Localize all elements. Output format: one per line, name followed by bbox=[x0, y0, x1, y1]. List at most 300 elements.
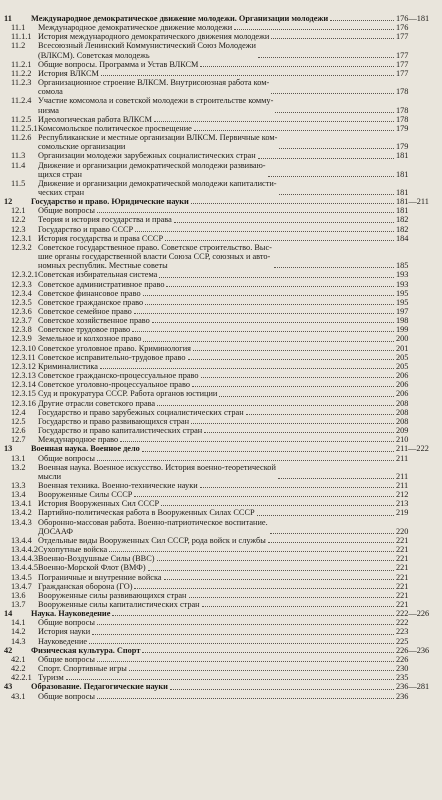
toc-entry-row bbox=[4, 417, 434, 426]
toc-entry-number: 12.3.2.1 bbox=[11, 270, 38, 280]
toc-entry-number: 13.6 bbox=[11, 590, 26, 600]
dot-leader bbox=[97, 212, 394, 213]
toc-entry-number: 13.1 bbox=[11, 453, 26, 463]
table-of-contents bbox=[4, 14, 434, 701]
toc-entry-title: История науки bbox=[38, 627, 91, 637]
toc-entry-title: Движение и организации демократической молодежи развиваю- щихся стран bbox=[38, 160, 266, 179]
toc-entry-row bbox=[4, 133, 434, 151]
toc-entry-page: 222 bbox=[396, 618, 409, 628]
toc-entry-title: Образование. Педагогические науки bbox=[31, 682, 168, 692]
dot-leader bbox=[202, 606, 394, 607]
toc-entry-number: 11.2 bbox=[11, 41, 26, 51]
toc-entry-title: Участие комсомола и советской молодежи в строительстве комму- низма bbox=[38, 96, 274, 115]
toc-entry-row bbox=[4, 307, 434, 316]
toc-entry-title: Советское финансовое право bbox=[38, 288, 141, 298]
toc-entry-row bbox=[4, 60, 434, 69]
toc-entry-title: Вооруженные силы развивающихся стран bbox=[38, 590, 187, 600]
toc-entry-row bbox=[4, 289, 434, 298]
toc-entry-number: 14.3 bbox=[11, 636, 26, 646]
toc-entry-page: 210 bbox=[396, 435, 409, 445]
toc-entry-number: 12.3.11 bbox=[11, 352, 36, 362]
toc-entry-page: 212 bbox=[396, 490, 409, 500]
toc-entry-title: Организационное строение ВЛКСМ. Внутрисоюзная работа ком- сомола bbox=[38, 78, 270, 97]
toc-entry-number: 11.2.5 bbox=[11, 114, 32, 124]
toc-entry-page: 205 bbox=[396, 352, 409, 362]
toc-entry-row bbox=[4, 637, 434, 646]
toc-entry-title: Военная наука. Военное искусство. История военно-теоретической мысли bbox=[38, 462, 276, 481]
toc-entry-title: Республиканские и местные организации ВЛКСМ. Первичные ком- сомольские организации bbox=[38, 133, 278, 152]
dot-leader bbox=[219, 396, 394, 397]
dot-leader bbox=[271, 38, 394, 39]
dot-leader bbox=[246, 414, 394, 415]
toc-entry-title: Советское гражданское право bbox=[38, 297, 144, 307]
toc-entry-row bbox=[4, 618, 434, 627]
toc-entry-title: Военно-Воздушные Силы (ВВС) bbox=[38, 554, 155, 564]
toc-entry-page: 182 bbox=[396, 224, 409, 234]
toc-entry-number: 42.2.1 bbox=[11, 673, 32, 683]
toc-entry-page: 185 bbox=[396, 261, 409, 271]
dot-leader bbox=[268, 542, 394, 543]
toc-entry-page: 181 bbox=[396, 169, 409, 179]
toc-entry-row bbox=[4, 325, 434, 334]
toc-entry-number: 42 bbox=[4, 645, 13, 655]
dot-leader bbox=[279, 148, 394, 149]
toc-entry-page: 177 bbox=[396, 50, 409, 60]
dot-leader bbox=[100, 368, 394, 369]
toc-entry-title: Военная техника. Военно-технические науки bbox=[38, 480, 198, 490]
toc-entry-number: 11.3 bbox=[11, 151, 26, 161]
dot-leader bbox=[278, 478, 394, 479]
toc-entry-page: 201 bbox=[396, 343, 409, 353]
toc-entry-number: 13.4.4.5 bbox=[11, 563, 38, 573]
toc-entry-number: 43 bbox=[4, 682, 13, 692]
dot-leader bbox=[204, 432, 394, 433]
toc-entry-number: 14 bbox=[4, 609, 13, 619]
toc-entry-page: 221 bbox=[396, 590, 409, 600]
toc-entry-row bbox=[4, 151, 434, 160]
toc-entry-number: 12.3.3 bbox=[11, 279, 32, 289]
toc-entry-page: 176—181 bbox=[396, 14, 430, 23]
toc-entry-page: 226—236 bbox=[396, 645, 430, 655]
toc-entry-row bbox=[4, 298, 434, 307]
toc-entry-row bbox=[4, 362, 434, 371]
toc-entry-page: 209 bbox=[396, 426, 409, 436]
toc-entry-page: 221 bbox=[396, 554, 409, 564]
dot-leader bbox=[189, 597, 395, 598]
toc-entry-page: 177 bbox=[396, 59, 409, 69]
toc-entry-row bbox=[4, 499, 434, 508]
toc-entry-title: Организации молодежи зарубежных социалистических стран bbox=[38, 151, 256, 161]
toc-entry-page: 219 bbox=[396, 508, 409, 518]
toc-entry-row bbox=[4, 490, 434, 499]
dot-leader bbox=[134, 588, 394, 589]
toc-entry-row bbox=[4, 234, 434, 243]
toc-entry-number: 13.3 bbox=[11, 480, 26, 490]
dot-leader bbox=[129, 670, 394, 671]
toc-entry-number: 42.1 bbox=[11, 654, 26, 664]
toc-entry-title: Общие вопросы bbox=[38, 206, 96, 216]
dot-leader bbox=[170, 689, 394, 690]
toc-entry-page: 197 bbox=[396, 307, 409, 316]
toc-entry-title: Советское государственное право. Советское строительство. Выс- шие органы государственной власти Союза ССР, союзных и авто- номных республик. Местные советы bbox=[38, 242, 272, 271]
toc-entry-page: 211 bbox=[396, 480, 409, 490]
toc-entry-row bbox=[4, 371, 434, 380]
toc-entry-title: Государство и право капиталистических стран bbox=[38, 426, 203, 436]
toc-section-row bbox=[4, 197, 434, 206]
toc-entry-page: 211—222 bbox=[396, 444, 429, 454]
toc-entry-page: 178 bbox=[396, 105, 409, 115]
toc-entry-row bbox=[4, 673, 434, 682]
toc-entry-number: 13.4.4.2 bbox=[11, 545, 38, 555]
dot-leader bbox=[165, 240, 394, 241]
toc-entry-page: 235 bbox=[396, 673, 409, 683]
toc-entry-page: 220 bbox=[396, 526, 409, 536]
toc-entry-row bbox=[4, 96, 434, 114]
toc-entry-number: 13.4.3 bbox=[11, 517, 32, 527]
dot-leader bbox=[174, 222, 394, 223]
toc-entry-page: 181—211 bbox=[396, 197, 429, 207]
toc-entry-title: Советское гражданско-процессуальное право bbox=[38, 371, 199, 381]
dot-leader bbox=[279, 194, 394, 195]
toc-entry-number: 12.3.12 bbox=[11, 361, 36, 371]
toc-entry-row bbox=[4, 344, 434, 353]
toc-entry-row bbox=[4, 380, 434, 389]
toc-entry-row bbox=[4, 627, 434, 636]
toc-entry-page: 181 bbox=[396, 187, 409, 197]
toc-entry-title: Советская избирательная система bbox=[38, 270, 158, 280]
dot-leader bbox=[97, 460, 394, 461]
dot-leader bbox=[132, 331, 394, 332]
toc-entry-number: 12.3.8 bbox=[11, 325, 32, 335]
toc-entry-number: 13.4.4 bbox=[11, 535, 32, 545]
dot-leader bbox=[257, 515, 394, 516]
toc-entry-row bbox=[4, 600, 434, 609]
toc-entry-row bbox=[4, 563, 434, 572]
dot-leader bbox=[154, 121, 394, 122]
toc-entry-title: Туризм bbox=[38, 673, 64, 683]
toc-entry-title: Международное демократическое движение молодежи. Организации молодежи bbox=[31, 14, 329, 23]
toc-entry-title: История Вооруженных Сил СССР bbox=[38, 499, 160, 509]
toc-entry-row bbox=[4, 316, 434, 325]
toc-entry-title: Государство и право СССР bbox=[38, 224, 134, 234]
dot-leader bbox=[142, 652, 394, 653]
dot-leader bbox=[145, 304, 394, 305]
dot-leader bbox=[234, 29, 394, 30]
dot-leader bbox=[192, 386, 394, 387]
toc-entry-row bbox=[4, 573, 434, 582]
dot-leader bbox=[258, 158, 394, 159]
toc-entry-number: 12.3.15 bbox=[11, 389, 36, 399]
toc-entry-page: 181 bbox=[396, 151, 409, 161]
toc-entry-number: 12 bbox=[4, 197, 13, 207]
toc-entry-number: 13.7 bbox=[11, 600, 26, 609]
toc-entry-title: Военная наука. Военное дело bbox=[31, 444, 140, 454]
dot-leader bbox=[274, 267, 394, 268]
dot-leader bbox=[97, 661, 394, 662]
toc-entry-number: 12.3.10 bbox=[11, 343, 36, 353]
toc-entry-title: Советское трудовое право bbox=[38, 325, 131, 335]
toc-entry-title: Международное право bbox=[38, 435, 119, 445]
toc-entry-number: 12.6 bbox=[11, 426, 26, 436]
toc-entry-number: 13.4.4.3 bbox=[11, 554, 38, 564]
toc-entry-page: 230 bbox=[396, 664, 409, 674]
toc-entry-title: Советское хозяйственное право bbox=[38, 316, 150, 326]
toc-entry-row bbox=[4, 554, 434, 563]
toc-entry-row bbox=[4, 115, 434, 124]
toc-entry-row bbox=[4, 206, 434, 215]
toc-entry-page: 211 bbox=[396, 453, 409, 463]
toc-entry-title: История международного демократического движения молодежи bbox=[38, 32, 270, 42]
toc-entry-page: 199 bbox=[396, 325, 409, 335]
toc-entry-page: 221 bbox=[396, 572, 409, 582]
toc-entry-row bbox=[4, 389, 434, 398]
toc-entry-title: Советское административное право bbox=[38, 279, 165, 289]
toc-entry-page: 184 bbox=[396, 233, 409, 243]
toc-entry-row bbox=[4, 518, 434, 536]
toc-entry-page: 221 bbox=[396, 535, 409, 545]
toc-entry-number: 12.3.5 bbox=[11, 297, 32, 307]
dot-leader bbox=[66, 679, 394, 680]
toc-entry-page: 182 bbox=[396, 215, 409, 225]
toc-entry-page: 206 bbox=[396, 380, 409, 390]
toc-entry-page: 176 bbox=[396, 23, 409, 33]
toc-entry-page: 177 bbox=[396, 32, 409, 42]
toc-entry-page: 205 bbox=[396, 361, 409, 371]
toc-entry-title: Комсомольское политическое просвещение bbox=[38, 123, 192, 133]
toc-entry-number: 42.2 bbox=[11, 664, 26, 674]
dot-leader bbox=[191, 423, 394, 424]
toc-entry-page: 178 bbox=[396, 114, 409, 124]
toc-entry-title: Партийно-политическая работа в Вооруженных Силах СССР bbox=[38, 508, 255, 518]
toc-entry-number: 13.4.2 bbox=[11, 508, 32, 518]
toc-entry-title: Отдельные виды Вооруженных Сил СССР, рода войск и службы bbox=[38, 535, 266, 545]
toc-entry-row bbox=[4, 536, 434, 545]
toc-entry-page: 195 bbox=[396, 288, 409, 298]
toc-entry-title: Суд и прокуратура СССР. Работа органов юстиции bbox=[38, 389, 218, 399]
toc-entry-number: 11.2.6 bbox=[11, 133, 32, 143]
toc-entry-page: 223 bbox=[396, 627, 409, 637]
toc-entry-row bbox=[4, 545, 434, 554]
toc-entry-title: Общие вопросы bbox=[38, 691, 96, 701]
toc-entry-number: 12.3.9 bbox=[11, 334, 32, 344]
toc-entry-page: 222—226 bbox=[396, 609, 430, 619]
toc-entry-title: Государство и право развивающихся стран bbox=[38, 416, 190, 426]
toc-entry-number: 12.4 bbox=[11, 407, 26, 417]
toc-entry-row bbox=[4, 161, 434, 179]
toc-entry-title: Физическая культура. Спорт bbox=[31, 645, 141, 655]
dot-leader bbox=[134, 496, 394, 497]
dot-leader bbox=[200, 66, 394, 67]
toc-entry-number: 11.5 bbox=[11, 178, 26, 188]
toc-entry-page: 177 bbox=[396, 68, 409, 78]
toc-entry-title: Общие вопросы bbox=[38, 654, 96, 664]
dot-leader bbox=[157, 405, 394, 406]
toc-entry-number: 12.3.14 bbox=[11, 380, 36, 390]
toc-entry-row bbox=[4, 481, 434, 490]
toc-entry-number: 11.2.2 bbox=[11, 68, 32, 78]
toc-entry-number: 12.5 bbox=[11, 416, 26, 426]
toc-entry-row bbox=[4, 124, 434, 133]
toc-entry-number: 13.4.7 bbox=[11, 581, 32, 591]
toc-entry-row bbox=[4, 591, 434, 600]
toc-entry-title: Международное демократическое движение молодежи bbox=[38, 23, 233, 33]
toc-entry-title: Сухопутные войска bbox=[38, 545, 108, 555]
toc-entry-row bbox=[4, 270, 434, 279]
dot-leader bbox=[194, 130, 394, 131]
toc-entry-page: 221 bbox=[396, 545, 409, 555]
toc-entry-title: Теория и история государства и права bbox=[38, 215, 172, 225]
dot-leader bbox=[134, 313, 394, 314]
dot-leader bbox=[143, 295, 394, 296]
toc-entry-number: 14.1 bbox=[11, 618, 26, 628]
toc-entry-row bbox=[4, 215, 434, 224]
toc-entry-row bbox=[4, 408, 434, 417]
toc-entry-title: История государства и права СССР bbox=[38, 233, 164, 243]
toc-entry-title: Государство и право. Юридические науки bbox=[31, 197, 189, 207]
toc-entry-row bbox=[4, 78, 434, 96]
toc-entry-page: 208 bbox=[396, 416, 409, 426]
toc-entry-number: 13 bbox=[4, 444, 13, 454]
toc-entry-title: Вооруженные силы капиталистических стран bbox=[38, 600, 200, 609]
toc-entry-page: 221 bbox=[396, 581, 409, 591]
toc-entry-title: Пограничные и внутренние войска bbox=[38, 572, 162, 582]
toc-entry-page: 206 bbox=[396, 371, 409, 381]
toc-entry-row bbox=[4, 41, 434, 59]
toc-entry-title: Советское уголовно-процессуальное право bbox=[38, 380, 190, 390]
toc-entry-number: 12.3.7 bbox=[11, 316, 32, 326]
dot-leader bbox=[143, 341, 394, 342]
toc-entry-number: 11.2.5.1 bbox=[11, 123, 38, 133]
dot-leader bbox=[142, 451, 394, 452]
toc-entry-title: Советское исправительно-трудовое право bbox=[38, 352, 186, 362]
toc-entry-number: 11.1 bbox=[11, 23, 26, 33]
dot-leader bbox=[120, 441, 394, 442]
toc-entry-number: 11.2.4 bbox=[11, 96, 32, 106]
dot-leader bbox=[92, 634, 394, 635]
toc-entry-page: 179 bbox=[396, 142, 409, 152]
toc-entry-number: 13.4.5 bbox=[11, 572, 32, 582]
toc-entry-title: Идеологическая работа ВЛКСМ bbox=[38, 114, 152, 124]
toc-entry-title: Вооруженные Силы СССР bbox=[38, 490, 133, 500]
dot-leader bbox=[200, 487, 394, 488]
toc-entry-title: Спорт. Спортивные игры bbox=[38, 664, 127, 674]
toc-entry-number: 12.1 bbox=[11, 206, 26, 216]
toc-entry-row bbox=[4, 664, 434, 673]
dot-leader bbox=[193, 350, 394, 351]
toc-entry-title: Государство и право зарубежных социалистических стран bbox=[38, 407, 244, 417]
dot-leader bbox=[112, 615, 394, 616]
dot-leader bbox=[161, 505, 394, 506]
toc-section-row bbox=[4, 646, 434, 655]
dot-leader bbox=[271, 93, 394, 94]
toc-entry-row bbox=[4, 435, 434, 444]
toc-entry-page: 221 bbox=[396, 600, 409, 609]
toc-entry-page: 198 bbox=[396, 316, 409, 326]
toc-entry-row bbox=[4, 454, 434, 463]
toc-entry-number: 11.2.1 bbox=[11, 59, 32, 69]
toc-entry-page: 236—281 bbox=[396, 682, 430, 692]
toc-entry-page: 179 bbox=[396, 123, 409, 133]
dot-leader bbox=[152, 322, 394, 323]
dot-leader bbox=[101, 75, 394, 76]
toc-entry-title: Общие вопросы bbox=[38, 618, 96, 628]
dot-leader bbox=[330, 20, 394, 21]
toc-entry-page: 178 bbox=[396, 87, 409, 97]
dot-leader bbox=[97, 624, 394, 625]
toc-entry-title: Общие вопросы bbox=[38, 453, 96, 463]
toc-entry-title: Всесоюзный Ленинский Коммунистический Союз Молодежи (ВЛКСМ). Советская молодежь bbox=[38, 41, 256, 60]
dot-leader bbox=[109, 551, 394, 552]
toc-entry-page: 193 bbox=[396, 279, 409, 289]
toc-entry-number: 13.2 bbox=[11, 462, 26, 472]
toc-entry-title: Земельное и колхозное право bbox=[38, 334, 142, 344]
toc-entry-row bbox=[4, 692, 434, 701]
toc-entry-number: 11 bbox=[4, 14, 12, 23]
toc-section-row bbox=[4, 682, 434, 691]
toc-entry-title: Криминалистика bbox=[38, 361, 98, 371]
toc-entry-row bbox=[4, 179, 434, 197]
toc-entry-row bbox=[4, 243, 434, 270]
toc-entry-row bbox=[4, 353, 434, 362]
toc-entry-page: 200 bbox=[396, 334, 409, 344]
toc-entry-title: Науковедение bbox=[38, 636, 88, 646]
toc-entry-row bbox=[4, 399, 434, 408]
dot-leader bbox=[275, 112, 394, 113]
toc-entry-row bbox=[4, 582, 434, 591]
dot-leader bbox=[135, 231, 394, 232]
toc-entry-page: 208 bbox=[396, 398, 409, 408]
dot-leader bbox=[148, 570, 394, 571]
toc-entry-number: 13.4 bbox=[11, 490, 26, 500]
toc-entry-row bbox=[4, 225, 434, 234]
dot-leader bbox=[89, 643, 394, 644]
toc-entry-page: 181 bbox=[396, 206, 409, 216]
dot-leader bbox=[191, 203, 394, 204]
toc-entry-title: Советское семейное право bbox=[38, 307, 132, 316]
toc-entry-number: 12.3 bbox=[11, 224, 26, 234]
toc-entry-number: 11.2.3 bbox=[11, 78, 32, 88]
toc-entry-number: 12.3.2 bbox=[11, 242, 32, 252]
toc-entry-number: 43.1 bbox=[11, 691, 26, 701]
toc-entry-page: 193 bbox=[396, 270, 409, 280]
toc-entry-title: Военно-Морской Флот (ВМФ) bbox=[38, 563, 146, 573]
toc-entry-number: 14.2 bbox=[11, 627, 26, 637]
toc-entry-page: 236 bbox=[396, 691, 409, 701]
toc-entry-title: Движение и организации демократической молодежи капиталисти- ческих стран bbox=[38, 178, 277, 197]
dot-leader bbox=[201, 377, 394, 378]
dot-leader bbox=[97, 698, 394, 699]
toc-entry-page: 213 bbox=[396, 499, 409, 509]
toc-section-row bbox=[4, 609, 434, 618]
toc-entry-number: 12.3.16 bbox=[11, 398, 36, 408]
toc-entry-page: 195 bbox=[396, 297, 409, 307]
toc-entry-row bbox=[4, 69, 434, 78]
toc-entry-number: 12.3.1 bbox=[11, 233, 32, 243]
toc-section-row bbox=[4, 14, 434, 23]
dot-leader bbox=[166, 286, 394, 287]
toc-entry-title: Общие вопросы. Программа и Устав ВЛКСМ bbox=[38, 59, 199, 69]
toc-entry-title: Наука. Науковедение bbox=[31, 609, 111, 619]
toc-entry-row bbox=[4, 426, 434, 435]
dot-leader bbox=[258, 57, 394, 58]
toc-entry-number: 12.7 bbox=[11, 435, 26, 445]
toc-entry-title: Гражданская оборона (ГО) bbox=[38, 581, 133, 591]
toc-entry-page: 208 bbox=[396, 407, 409, 417]
toc-entry-number: 12.3.6 bbox=[11, 307, 32, 316]
toc-entry-title: История ВЛКСМ bbox=[38, 68, 99, 78]
dot-leader bbox=[157, 560, 395, 561]
toc-entry-page: 211 bbox=[396, 471, 409, 481]
